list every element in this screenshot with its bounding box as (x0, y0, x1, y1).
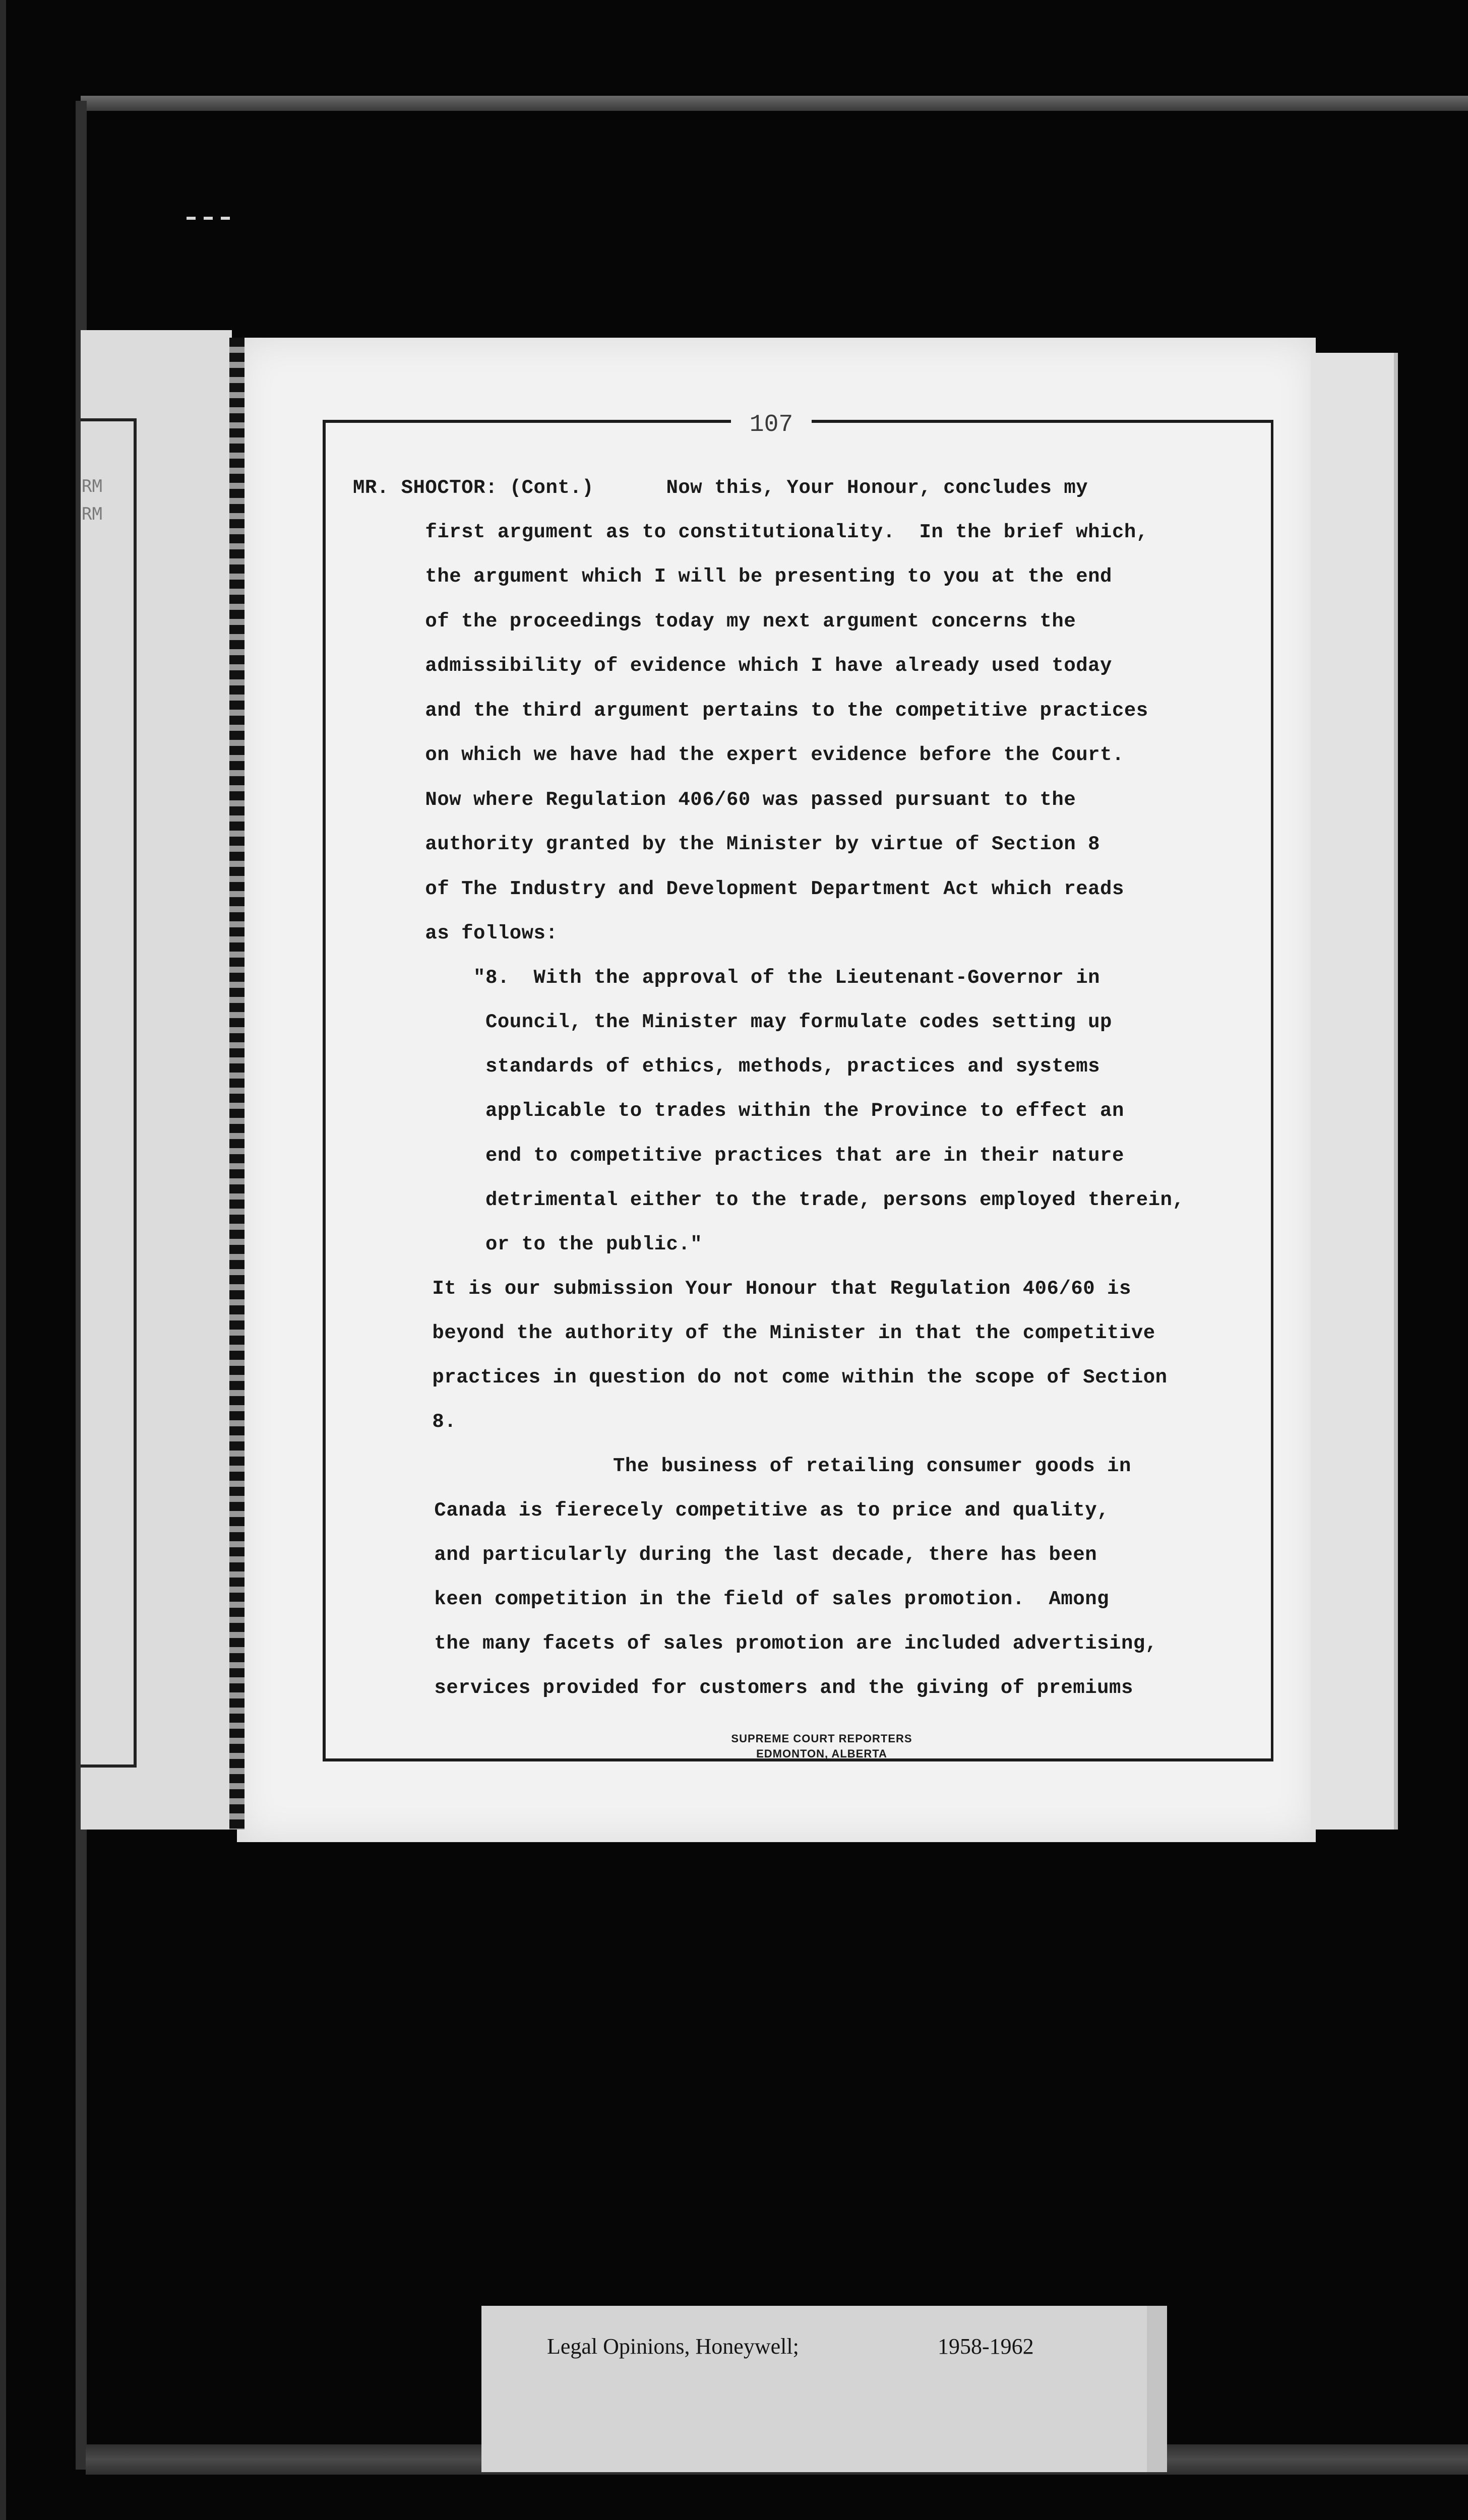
transcript-line: first argument as to constitutionality. In the brief which, (353, 521, 1148, 543)
page-number: 107 (731, 407, 812, 443)
footer-location: EDMONTON, ALBERTA (756, 1747, 887, 1760)
transcript-line: It is our submission Your Honour that Regulation 406/60 is (360, 1278, 1131, 1300)
quoted-statute-line: "8. With the approval of the Lieutenant-Governor in (353, 967, 1100, 989)
previous-page-border (81, 418, 137, 1768)
transcript-line: Now where Regulation 406/60 was passed pursuant to the (353, 789, 1076, 811)
page-stack-edge (1311, 353, 1398, 1830)
quoted-statute-line: end to competitive practices that are in their nature (353, 1145, 1124, 1167)
quoted-statute-line: detrimental either to the trade, persons employed therein, (353, 1189, 1185, 1211)
transcript-line: MR. SHOCTOR: (Cont.) Now this, Your Honour, concludes my (353, 477, 1088, 499)
transcript-line: authority granted by the Minister by virtue of Section 8 (353, 833, 1100, 855)
archive-label-dates: 1958-1962 (938, 2334, 1034, 2359)
transcript-line: services provided for customers and the giving of premiums (362, 1677, 1133, 1699)
archive-label-title: Legal Opinions, Honeywell; (547, 2334, 799, 2359)
transcript-line: beyond the authority of the Minister in that the competitive (360, 1322, 1155, 1344)
previous-page-fragment: RM (82, 476, 102, 496)
transcript-line: The business of retailing consumer goods in (360, 1455, 1131, 1477)
archive-label (481, 2306, 1147, 2472)
footer-reporter: SUPREME COURT REPORTERS (731, 1732, 912, 1745)
quoted-statute-line: applicable to trades within the Province to effect an (353, 1100, 1124, 1122)
transcript-line: of The Industry and Development Department Act which reads (353, 878, 1124, 900)
transcript-line: of the proceedings today my next argument concerns the (353, 610, 1076, 633)
binding-strip (229, 338, 244, 1830)
quoted-statute-line: or to the public." (353, 1233, 703, 1255)
quoted-statute-line: Council, the Minister may formulate codes setting up (353, 1011, 1112, 1033)
transcript-line: keen competition in the field of sales promotion. Among (362, 1588, 1110, 1610)
transcript-line: and the third argument pertains to the competitive practices (353, 700, 1148, 722)
transcript-line: admissibility of evidence which I have already used today (353, 655, 1112, 677)
transcript-line: on which we have had the expert evidence before the Court. (353, 744, 1124, 766)
transcript-line: the many facets of sales promotion are included advertising, (362, 1632, 1157, 1655)
transcript-line: the argument which I will be presenting to you at the end (353, 565, 1112, 588)
previous-page-fragment: RM (82, 504, 102, 524)
transcript-line: as follows: (353, 922, 558, 944)
quoted-statute-line: standards of ethics, methods, practices and systems (353, 1055, 1100, 1078)
transcript-line: Canada is fierecely competitive as to price and quality, (362, 1499, 1110, 1522)
transcript-line: 8. (360, 1411, 457, 1433)
film-dash-mark (187, 217, 232, 220)
film-edge (0, 0, 6, 2520)
film-top-band (81, 96, 1468, 111)
transcript-line: and particularly during the last decade, there has been (362, 1544, 1097, 1566)
transcript-line: practices in question do not come within the scope of Section (360, 1366, 1168, 1389)
